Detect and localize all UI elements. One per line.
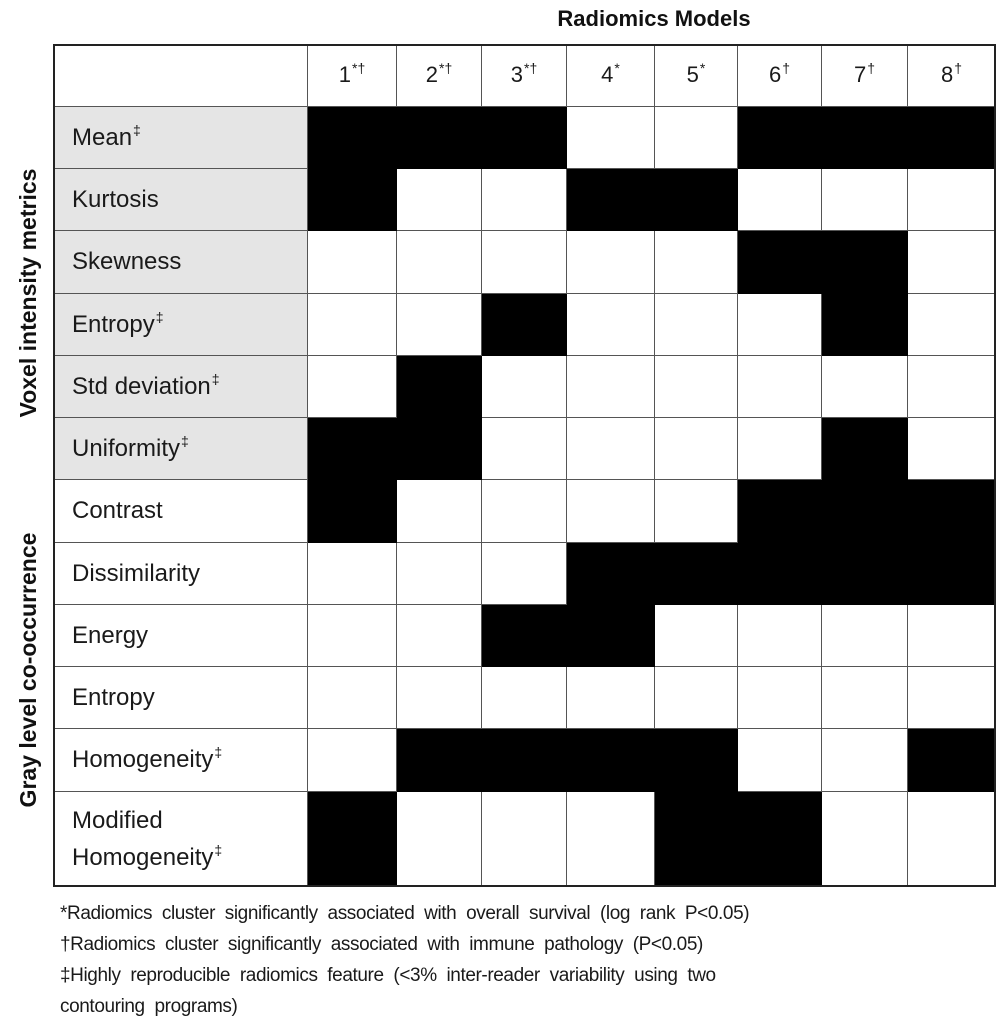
feature-selected-cell <box>822 543 908 605</box>
model-number: 4 <box>601 62 614 87</box>
feature-unselected-cell <box>308 667 397 729</box>
feature-unselected-cell <box>308 605 397 667</box>
row-label-contrast <box>53 480 308 543</box>
feature-name: Entropy <box>72 683 155 711</box>
feature-unselected-cell <box>482 480 567 543</box>
row-label-uniformity <box>53 418 308 480</box>
column-header-model-1 <box>308 44 397 107</box>
feature-unselected-cell <box>908 667 996 729</box>
feature-selected-cell <box>655 543 738 605</box>
feature-unselected-cell <box>482 418 567 480</box>
footnotes <box>60 898 990 1022</box>
reproducible-mark: ‡ <box>214 842 223 858</box>
feature-name: Kurtosis <box>72 185 159 213</box>
feature-selected-cell <box>738 792 822 887</box>
feature-selected-cell <box>482 107 567 169</box>
feature-model-grid <box>53 44 996 887</box>
column-header-model-5 <box>655 44 738 107</box>
feature-unselected-cell <box>567 107 655 169</box>
model-number: 7 <box>853 62 867 87</box>
feature-selected-cell <box>738 480 822 543</box>
feature-unselected-cell <box>908 294 996 356</box>
feature-name: Energy <box>72 621 149 649</box>
reproducible-mark: ‡ <box>181 432 189 449</box>
row-label-dissimilarity <box>53 543 308 605</box>
feature-selected-cell <box>822 231 908 294</box>
feature-unselected-cell <box>567 792 655 887</box>
group-label-voxel-intensity: Voxel intensity metrics <box>15 168 41 418</box>
row-label-modified-homogeneity <box>53 792 308 887</box>
column-header-model-7 <box>822 44 908 107</box>
feature-unselected-cell <box>822 356 908 418</box>
feature-selected-cell <box>908 729 996 792</box>
feature-selected-cell <box>822 418 908 480</box>
feature-name: Contrast <box>72 497 163 525</box>
feature-unselected-cell <box>822 667 908 729</box>
column-header-model-6 <box>738 44 822 107</box>
feature-unselected-cell <box>655 605 738 667</box>
feature-unselected-cell <box>308 543 397 605</box>
feature-unselected-cell <box>482 543 567 605</box>
model-significance-marks: *† <box>352 60 366 76</box>
feature-unselected-cell <box>655 418 738 480</box>
model-significance-marks: † <box>867 60 876 76</box>
feature-selected-cell <box>738 231 822 294</box>
chart-title: Radiomics Models <box>557 6 751 31</box>
footnote-immune: †Radiomics cluster significantly associated with immune pathology (P<0.05) <box>60 934 703 955</box>
feature-unselected-cell <box>908 418 996 480</box>
feature-unselected-cell <box>567 231 655 294</box>
feature-selected-cell <box>308 480 397 543</box>
feature-selected-cell <box>482 729 567 792</box>
feature-unselected-cell <box>822 169 908 231</box>
model-significance-marks: * <box>699 60 706 76</box>
column-header-model-3 <box>482 44 567 107</box>
column-header-model-8 <box>908 44 996 107</box>
reproducible-mark: ‡ <box>133 121 141 138</box>
feature-unselected-cell <box>908 231 996 294</box>
reproducible-mark: ‡ <box>155 308 164 325</box>
feature-name: Mean‡ <box>72 121 141 151</box>
feature-selected-cell <box>567 605 655 667</box>
feature-unselected-cell <box>655 480 738 543</box>
feature-name: Modified Homogeneity‡ <box>72 806 223 871</box>
feature-selected-cell <box>655 169 738 231</box>
feature-unselected-cell <box>822 792 908 887</box>
feature-unselected-cell <box>397 543 482 605</box>
model-significance-marks: * <box>614 60 620 76</box>
feature-name: Uniformity‡ <box>72 432 189 462</box>
row-label-entropy <box>53 667 308 729</box>
feature-name: Skewness <box>72 248 182 276</box>
feature-unselected-cell <box>397 169 482 231</box>
feature-unselected-cell <box>655 667 738 729</box>
feature-unselected-cell <box>308 356 397 418</box>
feature-selected-cell <box>567 169 655 231</box>
feature-unselected-cell <box>738 294 822 356</box>
feature-selected-cell <box>655 729 738 792</box>
reproducible-mark: ‡ <box>214 744 223 761</box>
model-number: 1 <box>338 62 351 87</box>
feature-unselected-cell <box>567 294 655 356</box>
model-significance-marks: *† <box>439 60 453 76</box>
feature-unselected-cell <box>482 356 567 418</box>
feature-unselected-cell <box>908 605 996 667</box>
model-number: 6 <box>768 62 782 87</box>
feature-unselected-cell <box>655 107 738 169</box>
feature-unselected-cell <box>397 231 482 294</box>
row-label-std-deviation <box>53 356 308 418</box>
feature-selected-cell <box>397 418 482 480</box>
feature-unselected-cell <box>397 792 482 887</box>
feature-unselected-cell <box>482 231 567 294</box>
feature-selected-cell <box>822 480 908 543</box>
header-corner-cell <box>53 44 308 107</box>
model-number: 5 <box>686 62 699 87</box>
feature-unselected-cell <box>908 792 996 887</box>
feature-selected-cell <box>482 294 567 356</box>
feature-name: Std deviation‡ <box>72 370 220 400</box>
footnote-survival: *Radiomics cluster significantly associated with overall survival (log rank P<0.05) <box>60 903 750 924</box>
feature-selected-cell <box>308 107 397 169</box>
feature-unselected-cell <box>655 356 738 418</box>
feature-unselected-cell <box>567 667 655 729</box>
feature-selected-cell <box>822 107 908 169</box>
feature-selected-cell <box>908 480 996 543</box>
feature-unselected-cell <box>397 480 482 543</box>
model-number: 8 <box>940 62 954 87</box>
footnote-reproducible-cont: contouring programs) <box>60 996 238 1017</box>
model-significance-marks: † <box>954 60 963 76</box>
feature-unselected-cell <box>397 667 482 729</box>
feature-unselected-cell <box>822 729 908 792</box>
feature-selected-cell <box>655 792 738 887</box>
model-significance-marks: *† <box>524 60 538 76</box>
feature-selected-cell <box>822 294 908 356</box>
feature-unselected-cell <box>567 418 655 480</box>
feature-name: Homogeneity‡ <box>72 744 223 774</box>
row-label-skewness <box>53 231 308 294</box>
column-header-model-4 <box>567 44 655 107</box>
feature-selected-cell <box>308 418 397 480</box>
feature-selected-cell <box>397 729 482 792</box>
feature-unselected-cell <box>655 231 738 294</box>
feature-unselected-cell <box>308 294 397 356</box>
column-header-model-2 <box>397 44 482 107</box>
row-label-kurtosis <box>53 169 308 231</box>
feature-unselected-cell <box>567 480 655 543</box>
row-label-homogeneity <box>53 729 308 792</box>
model-significance-marks: † <box>782 60 791 76</box>
feature-unselected-cell <box>738 418 822 480</box>
feature-unselected-cell <box>908 169 996 231</box>
feature-selected-cell <box>908 107 996 169</box>
row-label-mean <box>53 107 308 169</box>
group-label-gray-level-cooccurrence: Gray level co-occurrence <box>15 532 41 808</box>
model-number: 2 <box>425 62 438 87</box>
row-label-entropy <box>53 294 308 356</box>
feature-selected-cell <box>908 543 996 605</box>
feature-name: Dissimilarity <box>72 559 200 587</box>
footnote-reproducible: ‡Highly reproducible radiomics feature (<3% inter-reader variability using two <box>60 965 716 986</box>
feature-unselected-cell <box>738 667 822 729</box>
feature-unselected-cell <box>482 169 567 231</box>
model-number: 3 <box>510 62 523 87</box>
row-label-energy <box>53 605 308 667</box>
feature-name: Entropy‡ <box>72 308 164 338</box>
feature-selected-cell <box>482 605 567 667</box>
feature-unselected-cell <box>738 729 822 792</box>
feature-unselected-cell <box>308 729 397 792</box>
feature-selected-cell <box>397 356 482 418</box>
feature-unselected-cell <box>308 231 397 294</box>
feature-selected-cell <box>567 729 655 792</box>
feature-unselected-cell <box>908 356 996 418</box>
feature-unselected-cell <box>482 667 567 729</box>
feature-selected-cell <box>308 169 397 231</box>
feature-unselected-cell <box>822 605 908 667</box>
feature-selected-cell <box>738 107 822 169</box>
feature-unselected-cell <box>567 356 655 418</box>
feature-unselected-cell <box>738 169 822 231</box>
feature-selected-cell <box>308 792 397 887</box>
feature-selected-cell <box>567 543 655 605</box>
feature-unselected-cell <box>738 605 822 667</box>
feature-unselected-cell <box>738 356 822 418</box>
feature-unselected-cell <box>482 792 567 887</box>
reproducible-mark: ‡ <box>211 370 220 387</box>
feature-unselected-cell <box>397 605 482 667</box>
feature-unselected-cell <box>655 294 738 356</box>
feature-selected-cell <box>397 107 482 169</box>
feature-selected-cell <box>738 543 822 605</box>
feature-unselected-cell <box>397 294 482 356</box>
